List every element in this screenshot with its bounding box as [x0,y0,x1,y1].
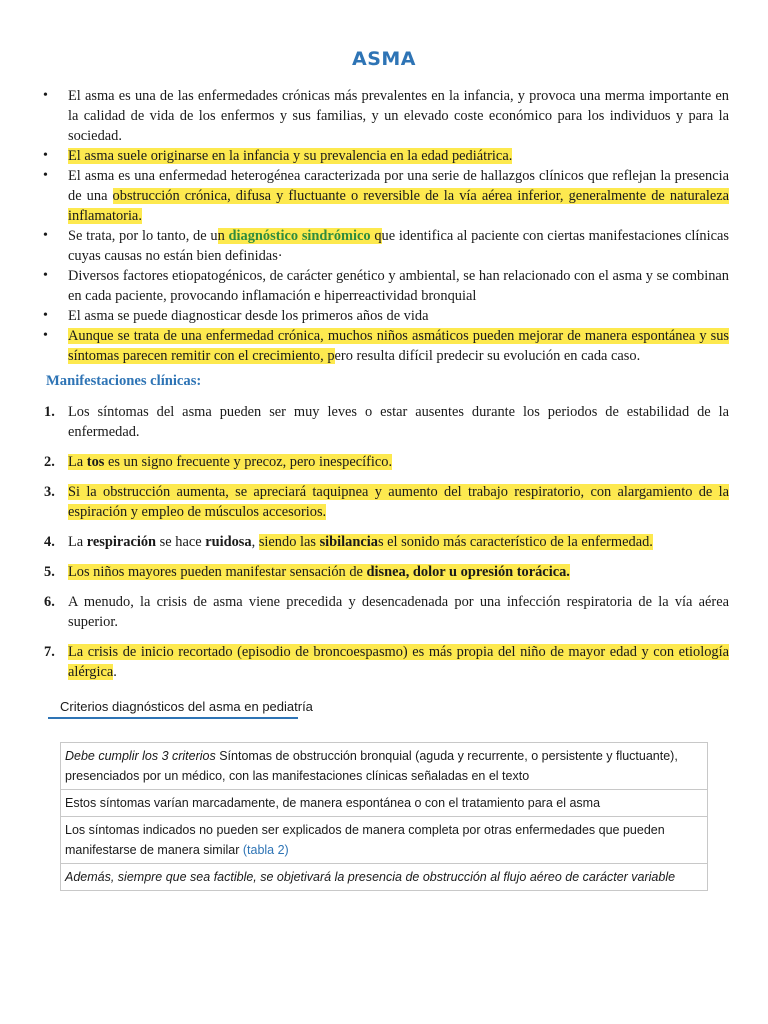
criteria-title: Criterios diagnósticos del asma en pediatría [60,699,313,714]
bullet-item: • Diversos factores etiopatogénicos, de carácter genético y ambiental, se han relacionado con el asma y se combinan en cada paciente, provocando inflamación e hiperreactividad bronquial [36,266,729,306]
bullet-item: • Aunque se trata de una enfermedad crónica, muchos niños asmáticos pueden mejorar de manera espontánea y sus síntomas parecen remitir con el crecimiento, pero resulta difícil predecir su evolución en cada caso. [36,326,729,366]
numbered-list [36,402,729,692]
numbered-item: 7. La crisis de inicio recortado (episodio de broncoespasmo) es más propia del niño de mayor edad y con etiología alérgica. [44,644,729,680]
bullet-item: • El asma es una de las enfermedades crónicas más prevalentes en la infancia, y provoca una merma importante en la calidad de vida de los enfermos y sus familias, y un elevado coste económico para los individuos y para la sociedad. [36,86,729,146]
bullet-item: • El asma se puede diagnosticar desde los primeros años de vida [36,306,729,326]
numbered-item: 1. Los síntomas del asma pueden ser muy leves o estar ausentes durante los periodos de estabilidad de la enfermedad. [44,404,729,440]
section-heading: Manifestaciones clínicas: [46,373,202,389]
table-row [61,864,708,891]
table-cell: Debe cumplir los 3 criterios Síntomas de obstrucción bronquial (aguda y recurrente, o persistente y fluctuante), presenciados por un médico, con las manifestaciones clínicas señaladas en el texto [61,743,708,790]
numbered-item: 4. La respiración se hace ruidosa, siendo las sibilancias el sonido más característico de la enfermedad. [44,534,653,550]
bullet-item: • El asma es una enfermedad heterogénea caracterizada por una serie de hallazgos clínicos que reflejan la presencia de una obstrucción crónica, difusa y fluctuante o reversible de la vía aérea inferior, generalmente de naturaleza inflamatoria. [36,166,729,226]
highlighted-text: obstrucción crónica, difusa y fluctuante o reversible de la vía aérea inferior, generalmente de naturaleza inflamatoria. [68,188,729,224]
green-highlight-term: diagnóstico sindrómico [228,228,371,244]
table-row [61,743,708,790]
intro-bullet-list [36,86,729,366]
table-cell: Los síntomas indicados no pueden ser explicados de manera completa por otras enfermedades que pueden manifestarse de manera similar (tabla 2) [61,817,708,864]
numbered-item: 3. Si la obstrucción aumenta, se apreciará taquipnea y aumento del trabajo respiratorio, con alargamiento de la espiración y empleo de músculos accesorios. [44,484,729,520]
table-row [61,790,708,817]
table-cell: Estos síntomas varían marcadamente, de manera espontánea o con el tratamiento para el asma [61,790,708,817]
numbered-item: 6. A menudo, la crisis de asma viene precedida y desencadenada por una infección respiratoria de la vía aérea superior. [44,594,729,630]
bullet-item [36,146,729,166]
highlighted-text: El asma suele originarse en la infancia y su prevalencia en la edad pediátrica. [68,148,513,164]
table-cell: Además, siempre que sea factible, se objetivará la presencia de obstrucción al flujo aéreo de carácter variable [61,864,708,891]
numbered-item: 2. La tos es un signo frecuente y precoz, pero inespecífico. [44,454,393,470]
criteria-underline [48,717,298,719]
table-row [61,817,708,864]
bullet-item: • Se trata, por lo tanto, de un diagnóstico sindrómico que identifica al paciente con ciertas manifestaciones clínicas cuyas causas no están bien definidas· [36,226,729,266]
numbered-item: 5. Los niños mayores pueden manifestar sensación de disnea, dolor u opresión torácica. [44,564,570,580]
table-reference-link: (tabla 2) [242,843,289,857]
page-title: ASMA [351,48,416,70]
highlighted-text: Aunque se trata de una enfermedad crónica, muchos niños asmáticos pueden mejorar de manera espontánea y sus síntomas parecen remitir con el crecimiento, p [68,328,729,364]
criteria-table [60,742,708,891]
